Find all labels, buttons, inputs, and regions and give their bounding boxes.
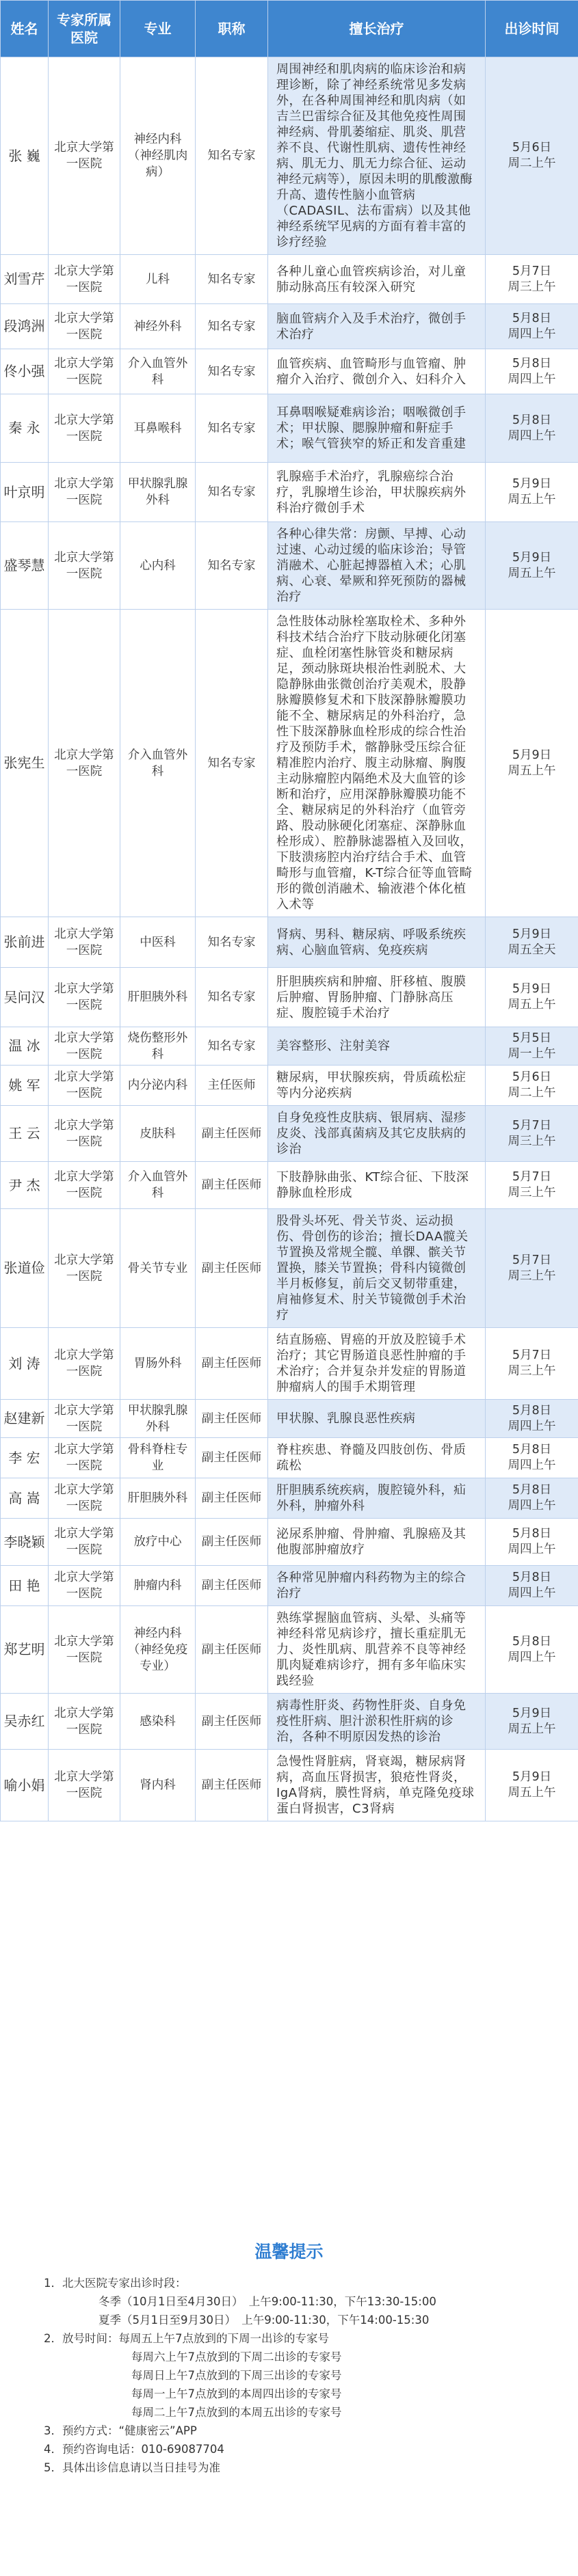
time-date: 5月8日 xyxy=(512,1634,552,1649)
time-slot: 周四上午 xyxy=(508,1543,556,1556)
time-date: 5月6日 xyxy=(512,141,552,154)
doctor-name: 赵建新 xyxy=(1,1400,49,1438)
schedule-rows xyxy=(1,57,578,1821)
table-header-row xyxy=(1,1,578,57)
title-cell: 知名专家 xyxy=(196,255,268,304)
time-cell xyxy=(486,57,578,255)
time-slot: 周五上午 xyxy=(508,1786,556,1800)
table-row xyxy=(1,610,578,917)
doctor-name: 秦 永 xyxy=(1,394,49,463)
tips-section xyxy=(0,2225,578,2576)
department-cell: 放疗中心 xyxy=(120,1519,196,1566)
time-cell xyxy=(486,1066,578,1106)
hospital-cell: 北京大学第一医院 xyxy=(49,1478,120,1519)
tips-line: 冬季（10月1日至4月30日） 上午9:00-11:30，下午13:30-15:00 xyxy=(98,2295,436,2308)
header-specialty: 擅长治疗 xyxy=(268,1,486,57)
table-row xyxy=(1,1106,578,1162)
hospital-cell: 北京大学第一医院 xyxy=(49,1209,120,1328)
table-row xyxy=(1,917,578,968)
tips-body xyxy=(44,2274,564,2477)
time-slot: 周四上午 xyxy=(508,1419,556,1433)
time-slot: 周五上午 xyxy=(508,1722,556,1736)
time-date: 5月9日 xyxy=(512,982,552,996)
doctor-name: 郑艺明 xyxy=(1,1606,49,1694)
time-date: 5月8日 xyxy=(512,1571,552,1584)
time-cell xyxy=(486,968,578,1027)
hospital-cell: 北京大学第一医院 xyxy=(49,349,120,394)
specialty-cell: 周围神经和肌肉病的临床诊治和病理诊断，除了神经系统常见多发病外，在各种周围神经和肌肉病（如吉兰巴雷综合征及其他免疫性周围神经病、骨肌萎缩症、肌炎、肌营养不良、代谢性肌病、遗传性神经病、肌无力、肌无力综合征、运动神经元病等），原因未明的肌酸激酶升高、遗传性脑小血管病（CADASIL、法布雷病）以及其他神经系统罕见病的方面有着丰富的诊疗经验 xyxy=(268,57,486,255)
header-time: 出诊时间 xyxy=(486,1,578,57)
time-slot: 周五全天 xyxy=(508,943,556,957)
header-title: 职称 xyxy=(196,1,268,57)
time-date: 5月5日 xyxy=(512,1031,552,1045)
doctor-name: 李晓颖 xyxy=(1,1519,49,1566)
department-cell: 儿科 xyxy=(120,255,196,304)
table-row xyxy=(1,463,578,522)
time-cell xyxy=(486,1478,578,1519)
hospital-cell: 北京大学第一医院 xyxy=(49,1519,120,1566)
doctor-name: 温 冰 xyxy=(1,1027,49,1066)
table-row xyxy=(1,304,578,349)
time-cell xyxy=(486,394,578,463)
table-row xyxy=(1,1606,578,1694)
time-date: 5月8日 xyxy=(512,1527,552,1541)
department-cell: 介入血管外科 xyxy=(120,349,196,394)
title-cell: 知名专家 xyxy=(196,610,268,917)
specialty-cell: 耳鼻咽喉疑难病诊治；咽喉微创手术；甲状腺、腮腺肿瘤和鼾症手术；喉气管狭窄的矫正和发音重建 xyxy=(268,394,486,463)
time-slot: 周五上午 xyxy=(508,566,556,580)
title-cell: 副主任医师 xyxy=(196,1694,268,1750)
time-cell xyxy=(486,1438,578,1478)
specialty-cell: 股骨头坏死、骨关节炎、运动损伤、骨创伤的诊治；擅长DAA髋关节置换及常规全髋、单髁、髌关节置换，膝关节置换；骨科内镜微创半月板修复，前后交叉韧带重建，肩袖修复术、肘关节镜微创手术治疗 xyxy=(268,1209,486,1328)
department-cell: 皮肤科 xyxy=(120,1106,196,1162)
title-cell: 知名专家 xyxy=(196,349,268,394)
hospital-cell: 北京大学第一医院 xyxy=(49,255,120,304)
time-cell xyxy=(486,1566,578,1606)
table-row xyxy=(1,1400,578,1438)
doctor-name: 吴问汉 xyxy=(1,968,49,1027)
time-cell xyxy=(486,463,578,522)
department-cell: 肝胆胰外科 xyxy=(120,1478,196,1519)
specialty-cell: 泌尿系肿瘤、骨肿瘤、乳腺癌及其他腹部肿瘤放疗 xyxy=(268,1519,486,1566)
tips-line: 2．放号时间：每周五上午7点放到的下周一出诊的专家号 xyxy=(44,2332,329,2345)
tips-line: 4．预约咨询电话：010-69087704 xyxy=(44,2443,224,2456)
time-date: 5月9日 xyxy=(512,550,552,565)
time-cell xyxy=(486,255,578,304)
time-cell xyxy=(486,1106,578,1162)
department-cell: 内分泌内科 xyxy=(120,1066,196,1106)
time-slot: 周二上午 xyxy=(508,157,556,170)
hospital-cell: 北京大学第一医院 xyxy=(49,57,120,255)
hospital-cell: 北京大学第一医院 xyxy=(49,1027,120,1066)
doctor-name: 张道俭 xyxy=(1,1209,49,1328)
specialty-cell: 脑血管病介入及手术治疗，微创手术治疗 xyxy=(268,304,486,349)
department-cell: 肿瘤内科 xyxy=(120,1566,196,1606)
doctor-name: 王 云 xyxy=(1,1106,49,1162)
time-slot: 周五上午 xyxy=(508,493,556,506)
specialty-cell: 乳腺癌手术治疗，乳腺癌综合治疗，乳腺增生诊治，甲状腺疾病外科治疗微创手术 xyxy=(268,463,486,522)
title-cell: 知名专家 xyxy=(196,57,268,255)
title-cell: 副主任医师 xyxy=(196,1606,268,1694)
tips-line: 1．北大医院专家出诊时段： xyxy=(44,2277,187,2290)
doctor-name: 盛琴慧 xyxy=(1,522,49,610)
time-cell xyxy=(486,1162,578,1209)
title-cell: 知名专家 xyxy=(196,304,268,349)
time-date: 5月9日 xyxy=(512,1770,552,1784)
time-cell xyxy=(486,304,578,349)
table-row xyxy=(1,1209,578,1328)
tips-line: 3．预约方式：“健康密云”APP xyxy=(44,2424,197,2437)
hospital-cell: 北京大学第一医院 xyxy=(49,463,120,522)
department-cell: 感染科 xyxy=(120,1694,196,1750)
department-cell: 甲状腺乳腺外科 xyxy=(120,1400,196,1438)
specialty-cell: 熟练掌握脑血管病、头晕、头痛等神经科常见病诊疗，擅长重症肌无力、炎性肌病、肌营养不良等神经肌肉疑难病诊疗，拥有多年临床实践经验 xyxy=(268,1606,486,1694)
time-cell xyxy=(486,1606,578,1694)
title-cell: 副主任医师 xyxy=(196,1438,268,1478)
specialty-cell: 各种儿童心血管疾病诊治，对儿童肺动脉高压有较深入研究 xyxy=(268,255,486,304)
time-date: 5月7日 xyxy=(512,264,552,278)
time-date: 5月9日 xyxy=(512,927,552,941)
tips-line: 每周六上午7点放到的下周二出诊的专家号 xyxy=(131,2350,342,2363)
specialty-cell: 各种心律失常：房颤、早搏、心动过速、心动过缓的临床诊治；导管消融术、心脏起搏器植入术；心肌病、心衰、晕厥和猝死预防的器械治疗 xyxy=(268,522,486,610)
time-date: 5月8日 xyxy=(512,413,552,427)
table-row xyxy=(1,349,578,394)
table-row xyxy=(1,255,578,304)
title-cell: 副主任医师 xyxy=(196,1162,268,1209)
department-cell: 烧伤整形外科 xyxy=(120,1027,196,1066)
hospital-cell: 北京大学第一医院 xyxy=(49,1694,120,1750)
time-slot: 周五上午 xyxy=(508,763,556,778)
department-cell: 肾内科 xyxy=(120,1750,196,1821)
table-row xyxy=(1,57,578,255)
doctor-name: 段鸿洲 xyxy=(1,304,49,349)
doctor-name: 姚 军 xyxy=(1,1066,49,1106)
hospital-cell: 北京大学第一医院 xyxy=(49,610,120,917)
doctor-name: 刘 涛 xyxy=(1,1328,49,1400)
time-date: 5月7日 xyxy=(512,1118,552,1133)
department-cell: 中医科 xyxy=(120,917,196,968)
table-row xyxy=(1,1027,578,1066)
table-row xyxy=(1,1162,578,1209)
department-cell: 骨科脊柱专业 xyxy=(120,1438,196,1478)
hospital-cell: 北京大学第一医院 xyxy=(49,1066,120,1106)
time-slot: 周三上午 xyxy=(508,1134,556,1148)
department-cell: 骨关节专业 xyxy=(120,1209,196,1328)
time-slot: 周四上午 xyxy=(508,327,556,341)
time-slot: 周四上午 xyxy=(508,1586,556,1600)
time-date: 5月8日 xyxy=(512,1483,552,1497)
specialty-cell: 结直肠癌、胃癌的开放及腔镜手术治疗；其它胃肠道良恶性肿瘤的手术治疗；合并复杂并发症的胃肠道肿瘤病人的围手术期管理 xyxy=(268,1328,486,1400)
time-slot: 周二上午 xyxy=(508,1086,556,1100)
header-department: 专业 xyxy=(120,1,196,57)
time-cell xyxy=(486,1400,578,1438)
department-cell: 介入血管外科 xyxy=(120,610,196,917)
specialty-cell: 肝胆胰系统疾病，腹腔镜外科，疝外科，肿瘤外科 xyxy=(268,1478,486,1519)
doctor-name: 李 宏 xyxy=(1,1438,49,1478)
time-slot: 周五上午 xyxy=(508,998,556,1012)
doctor-name: 张 巍 xyxy=(1,57,49,255)
time-date: 5月9日 xyxy=(512,477,552,491)
department-cell: 介入血管外科 xyxy=(120,1162,196,1209)
department-cell: 耳鼻喉科 xyxy=(120,394,196,463)
specialty-cell: 急性肢体动脉栓塞取栓术、多种外科技术结合治疗下肢动脉硬化闭塞症、血栓闭塞性脉管炎和糖尿病足，颈动脉斑块根治性剥脱术、大隐静脉曲张微创治疗美观术，股静脉瓣膜修复术和下肢深静脉瓣膜功能不全、糖尿病足的外科治疗，急性下肢深静脉血栓形成的综合性治疗及预防手术，髂静脉受压综合征精准腔内治疗、腹主动脉瘤、胸腹主动脉瘤腔内隔绝术及大血管的诊断和治疗，应用深静脉瓣膜功能不全、糖尿病足的外科治疗（血管旁路、股动脉硬化闭塞症、深静脉血栓形成）、腔静脉滤器植入及回收，下肢溃疡腔内治疗结合手术、血管畸形与血管瘤，K-T综合征等血管畸形的微创消融术、输液港个体化植入术等 xyxy=(268,610,486,917)
table-row xyxy=(1,1066,578,1106)
title-cell: 副主任医师 xyxy=(196,1566,268,1606)
department-cell: 神经外科 xyxy=(120,304,196,349)
table-row xyxy=(1,522,578,610)
specialty-cell: 肾病、男科、糖尿病、呼吸系统疾病、心脑血管病、免疫疾病 xyxy=(268,917,486,968)
time-date: 5月7日 xyxy=(512,1170,552,1184)
title-cell: 知名专家 xyxy=(196,394,268,463)
time-cell xyxy=(486,917,578,968)
tips-title: 温馨提示 xyxy=(254,2242,324,2262)
header-name: 姓名 xyxy=(1,1,49,57)
doctor-name: 佟小强 xyxy=(1,349,49,394)
doctor-name: 叶京明 xyxy=(1,463,49,522)
hospital-cell: 北京大学第一医院 xyxy=(49,1328,120,1400)
hospital-cell: 北京大学第一医院 xyxy=(49,522,120,610)
title-cell: 副主任医师 xyxy=(196,1400,268,1438)
time-slot: 周四上午 xyxy=(508,1650,556,1664)
department-cell: 胃肠外科 xyxy=(120,1328,196,1400)
table-row xyxy=(1,1519,578,1566)
title-cell: 副主任医师 xyxy=(196,1106,268,1162)
hospital-cell: 北京大学第一医院 xyxy=(49,1400,120,1438)
department-cell: 甲状腺乳腺外科 xyxy=(120,463,196,522)
time-cell xyxy=(486,1750,578,1821)
doctor-name: 张宪生 xyxy=(1,610,49,917)
table-row xyxy=(1,1328,578,1400)
title-cell: 知名专家 xyxy=(196,917,268,968)
specialty-cell: 各种常见肿瘤内科药物为主的综合治疗 xyxy=(268,1566,486,1606)
title-cell: 知名专家 xyxy=(196,463,268,522)
table-row xyxy=(1,1750,578,1821)
hospital-cell: 北京大学第一医院 xyxy=(49,1162,120,1209)
time-cell xyxy=(486,610,578,917)
time-date: 5月7日 xyxy=(512,1253,552,1267)
table-row xyxy=(1,394,578,463)
table-row xyxy=(1,968,578,1027)
hospital-cell: 北京大学第一医院 xyxy=(49,1750,120,1821)
hospital-cell: 北京大学第一医院 xyxy=(49,1606,120,1694)
time-date: 5月9日 xyxy=(512,1706,552,1720)
time-date: 5月7日 xyxy=(512,1348,552,1362)
doctor-name: 吴赤红 xyxy=(1,1694,49,1750)
specialty-cell: 美容整形、注射美容 xyxy=(268,1027,486,1066)
tips-line: 每周一上午7点放到的本周四出诊的专家号 xyxy=(131,2387,342,2400)
hospital-cell: 北京大学第一医院 xyxy=(49,1106,120,1162)
specialty-cell: 自身免疫性皮肤病、银屑病、湿疹皮炎、浅部真菌病及其它皮肤病的诊治 xyxy=(268,1106,486,1162)
hospital-cell: 北京大学第一医院 xyxy=(49,917,120,968)
title-cell: 副主任医师 xyxy=(196,1328,268,1400)
time-slot: 周三上午 xyxy=(508,280,556,294)
department-cell: 肝胆胰外科 xyxy=(120,968,196,1027)
hospital-cell: 北京大学第一医院 xyxy=(49,1566,120,1606)
department-cell: 神经内科（神经肌肉病） xyxy=(120,57,196,255)
title-cell: 主任医师 xyxy=(196,1066,268,1106)
time-date: 5月8日 xyxy=(512,1403,552,1418)
specialty-cell: 急慢性肾脏病，肾衰竭，糖尿病肾病，高血压肾损害，狼疮性肾炎，IgA肾病，膜性肾病，单克隆免疫球蛋白肾损害，C3肾病 xyxy=(268,1750,486,1821)
hospital-cell: 北京大学第一医院 xyxy=(49,304,120,349)
header-hospital: 专家所属医院 xyxy=(49,1,120,57)
department-cell: 神经内科（神经免疫专业） xyxy=(120,1606,196,1694)
time-cell xyxy=(486,1328,578,1400)
specialty-cell: 血管疾病、血管畸形与血管瘤、肿瘤介入治疗、微创介入、妇科介入 xyxy=(268,349,486,394)
tips-line: 夏季（5月1日至9月30日） 上午9:00-11:30，下午14:00-15:30 xyxy=(98,2314,430,2327)
specialty-cell: 脊柱疾患、脊髓及四肢创伤、骨质疏松 xyxy=(268,1438,486,1478)
time-cell xyxy=(486,1519,578,1566)
title-cell: 副主任医师 xyxy=(196,1478,268,1519)
time-date: 5月9日 xyxy=(512,748,552,762)
hospital-cell: 北京大学第一医院 xyxy=(49,968,120,1027)
time-slot: 周四上午 xyxy=(508,1459,556,1472)
department-cell: 心内科 xyxy=(120,522,196,610)
title-cell: 副主任医师 xyxy=(196,1209,268,1328)
time-date: 5月8日 xyxy=(512,1443,552,1456)
time-slot: 周一上午 xyxy=(508,1046,556,1061)
time-cell xyxy=(486,522,578,610)
time-slot: 周三上午 xyxy=(508,1186,556,1199)
doctor-name: 田 艳 xyxy=(1,1566,49,1606)
time-slot: 周四上午 xyxy=(508,1499,556,1513)
time-cell xyxy=(486,349,578,394)
time-date: 5月8日 xyxy=(512,356,552,370)
time-date: 5月8日 xyxy=(512,311,552,325)
doctor-name: 刘雪芹 xyxy=(1,255,49,304)
title-cell: 副主任医师 xyxy=(196,1519,268,1566)
table-row xyxy=(1,1478,578,1519)
specialty-cell: 肝胆胰疾病和肿瘤、肝移植、腹膜后肿瘤、胃肠肿瘤、门静脉高压症、腹腔镜手术治疗 xyxy=(268,968,486,1027)
time-cell xyxy=(486,1694,578,1750)
specialty-cell: 病毒性肝炎、药物性肝炎、自身免疫性肝病、胆汁淤积性肝病的诊治，各种不明原因发热的诊治 xyxy=(268,1694,486,1750)
tips-line: 每周日上午7点放到的下周三出诊的专家号 xyxy=(131,2369,342,2382)
doctor-name: 喻小娟 xyxy=(1,1750,49,1821)
title-cell: 知名专家 xyxy=(196,1027,268,1066)
tips-line: 每周二上午7点放到的本周五出诊的专家号 xyxy=(131,2406,342,2419)
time-slot: 周三上午 xyxy=(508,1269,556,1283)
title-cell: 副主任医师 xyxy=(196,1750,268,1821)
doctor-name: 尹 杰 xyxy=(1,1162,49,1209)
table-row xyxy=(1,1438,578,1478)
time-slot: 周四上午 xyxy=(508,372,556,386)
time-date: 5月6日 xyxy=(512,1070,552,1084)
doctor-name: 张前进 xyxy=(1,917,49,968)
specialty-cell: 甲状腺、乳腺良恶性疾病 xyxy=(268,1400,486,1438)
specialty-cell: 糖尿病，甲状腺疾病，骨质疏松症等内分泌疾病 xyxy=(268,1066,486,1106)
table-row xyxy=(1,1566,578,1606)
doctor-name: 高 嵩 xyxy=(1,1478,49,1519)
time-slot: 周四上午 xyxy=(508,429,556,443)
title-cell: 知名专家 xyxy=(196,522,268,610)
specialty-cell: 下肢静脉曲张、KT综合征、下肢深静脉血栓形成 xyxy=(268,1162,486,1209)
title-cell: 知名专家 xyxy=(196,968,268,1027)
tips-line: 5．具体出诊信息请以当日挂号为准 xyxy=(44,2461,220,2474)
hospital-cell: 北京大学第一医院 xyxy=(49,394,120,463)
hospital-cell: 北京大学第一医院 xyxy=(49,1438,120,1478)
time-cell xyxy=(486,1209,578,1328)
table-row xyxy=(1,1694,578,1750)
time-cell xyxy=(486,1027,578,1066)
time-slot: 周三上午 xyxy=(508,1364,556,1378)
